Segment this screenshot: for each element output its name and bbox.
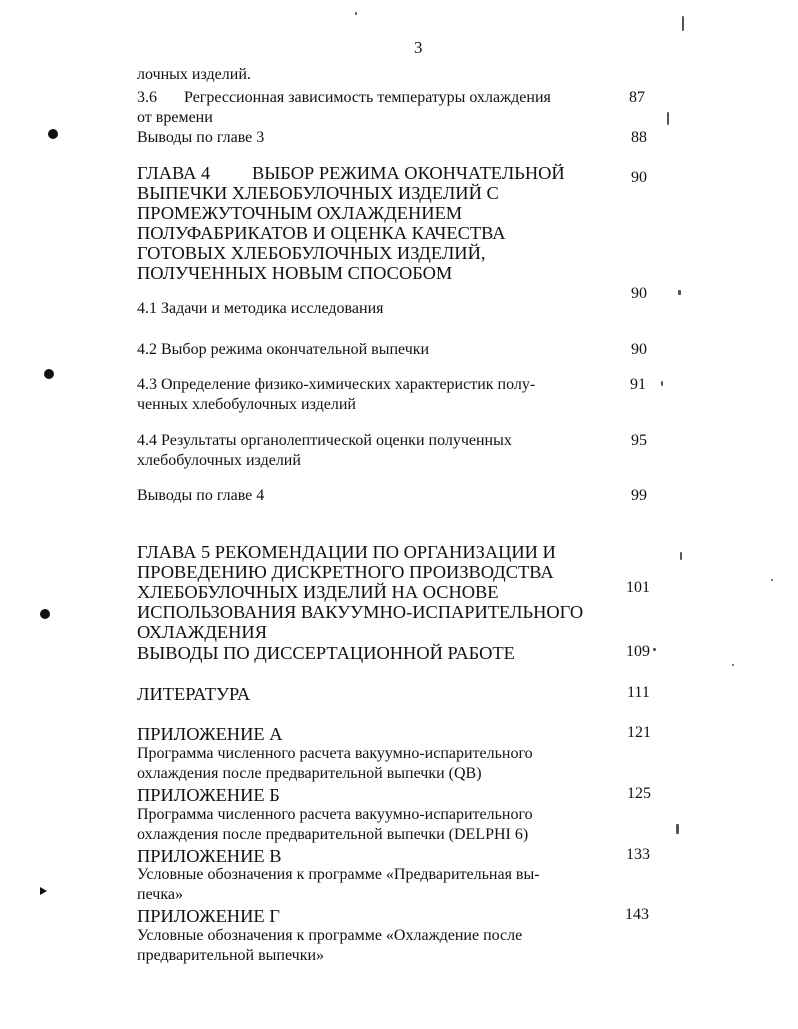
- toc-chapter-5-line-4: ИСПОЛЬЗОВАНИЯ ВАКУУМНО-ИСПАРИТЕЛЬНОГО: [137, 602, 584, 622]
- toc-appendix-g: ПРИЛОЖЕНИЕ Г: [137, 906, 280, 926]
- toc-section-4-2: 4.2 Выбор режима окончательной выпечки: [137, 341, 430, 358]
- toc-section-4-1-page: 90: [631, 285, 647, 302]
- toc-appendix-v-description-line-2: печка»: [137, 886, 183, 903]
- scan-speck-4: [678, 290, 681, 295]
- toc-section-4-4-line-1: 4.4 Результаты органолептической оценки полученных: [137, 432, 512, 449]
- toc-chapter-3-conclusions-page: 88: [631, 129, 647, 146]
- toc-chapter-5-line-5: ОХЛАЖДЕНИЯ: [137, 622, 267, 642]
- toc-section-3-6-page: 87: [629, 89, 645, 106]
- toc-section-3-6-title: Регрессионная зависимость температуры охлаждения: [184, 89, 551, 106]
- scan-speck-5: [661, 381, 663, 386]
- toc-dissertation-conclusions-page: 109: [626, 643, 650, 660]
- scan-binding-hole-3: [40, 609, 50, 619]
- toc-appendix-a: ПРИЛОЖЕНИЕ А: [137, 724, 283, 744]
- toc-chapter-5-line-2: ПРОВЕДЕНИЮ ДИСКРЕТНОГО ПРОИЗВОДСТВА: [137, 562, 554, 582]
- toc-chapter-4-prefix: ГЛАВА 4: [137, 163, 211, 183]
- scan-speck-7: [653, 648, 656, 651]
- scan-speck-10: [771, 579, 773, 581]
- toc-section-4-1: 4.1 Задачи и методика исследования: [137, 300, 384, 317]
- scan-speck-8: [676, 824, 679, 834]
- toc-chapter-4-conclusions: Выводы по главе 4: [137, 487, 265, 504]
- scan-speck-6: [680, 552, 682, 560]
- toc-section-4-2-page: 90: [631, 341, 647, 358]
- scan-speck-9: [732, 664, 734, 666]
- toc-section-4-4-line-2: хлебобулочных изделий: [137, 452, 301, 469]
- toc-chapter-4-title-line-6: ПОЛУЧЕННЫХ НОВЫМ СПОСОБОМ: [137, 263, 453, 283]
- toc-chapter-5-line-3: ХЛЕБОБУЛОЧНЫХ ИЗДЕЛИЙ НА ОСНОВЕ: [137, 582, 499, 602]
- toc-chapter-4-title-line-4: ПОЛУФАБРИКАТОВ И ОЦЕНКА КАЧЕСТВА: [137, 223, 506, 243]
- toc-chapter-4-page: 90: [631, 169, 647, 186]
- scan-binding-arrow-mark: [40, 887, 47, 895]
- toc-appendix-b-description-line-1: Программа численного расчета вакуумно-испарительного: [137, 806, 533, 823]
- toc-chapter-4-conclusions-page: 99: [631, 487, 647, 504]
- toc-chapter-5-line-1: ГЛАВА 5 РЕКОМЕНДАЦИИ ПО ОРГАНИЗАЦИИ И: [137, 542, 556, 562]
- toc-section-4-3-page: 91: [630, 376, 646, 393]
- toc-chapter-4-title-line-3: ПРОМЕЖУТОЧНЫМ ОХЛАЖДЕНИЕМ: [137, 203, 463, 223]
- toc-line-01: лочных изделий.: [137, 66, 251, 83]
- toc-appendix-a-description-line-1: Программа численного расчета вакуумно-испарительного: [137, 745, 533, 762]
- toc-appendix-a-page: 121: [627, 724, 651, 741]
- scan-speck-2: [682, 16, 684, 31]
- toc-appendix-g-description-line-1: Условные обозначения к программе «Охлаждение после: [137, 927, 523, 944]
- scan-binding-hole-2: [44, 369, 54, 379]
- toc-section-4-3-line-2: ченных хлебобулочных изделий: [137, 396, 356, 413]
- toc-chapter-4-title-line-5: ГОТОВЫХ ХЛЕБОБУЛОЧНЫХ ИЗДЕЛИЙ,: [137, 243, 486, 263]
- toc-chapter-3-conclusions: Выводы по главе 3: [137, 129, 265, 146]
- toc-chapter-4-title-line-2: ВЫПЕЧКИ ХЛЕБОБУЛОЧНЫХ ИЗДЕЛИЙ С: [137, 183, 499, 203]
- toc-literature-page: 111: [627, 684, 650, 701]
- toc-appendix-b: ПРИЛОЖЕНИЕ Б: [137, 785, 280, 805]
- toc-appendix-v-description-line-1: Условные обозначения к программе «Предварительная вы-: [137, 866, 540, 883]
- toc-appendix-v: ПРИЛОЖЕНИЕ В: [137, 846, 282, 866]
- toc-section-3-6-title-continuation: от времени: [137, 109, 213, 126]
- scan-binding-hole-1: [48, 129, 58, 139]
- toc-dissertation-conclusions: ВЫВОДЫ ПО ДИССЕРТАЦИОННОЙ РАБОТЕ: [137, 643, 515, 663]
- toc-chapter-5-page: 101: [626, 579, 650, 596]
- toc-appendix-b-page: 125: [627, 785, 651, 802]
- toc-section-4-4-page: 95: [631, 432, 647, 449]
- toc-chapter-4-title-line-1: ВЫБОР РЕЖИМА ОКОНЧАТЕЛЬНОЙ: [252, 163, 565, 183]
- toc-appendix-a-description-line-2: охлаждения после предварительной выпечки (QB): [137, 765, 482, 782]
- toc-appendix-g-page: 143: [625, 906, 649, 923]
- toc-literature: ЛИТЕРАТУРА: [137, 684, 251, 704]
- scan-speck-3: [667, 112, 669, 125]
- toc-section-number-3-6: 3.6: [137, 89, 157, 106]
- toc-appendix-v-page: 133: [626, 846, 650, 863]
- toc-section-4-3-line-1: 4.3 Определение физико-химических характеристик полу-: [137, 376, 536, 393]
- page-number: 3: [414, 38, 423, 57]
- scan-speck-1: [355, 12, 357, 15]
- toc-appendix-b-description-line-2: охлаждения после предварительной выпечки (DELPHI 6): [137, 826, 529, 843]
- toc-appendix-g-description-line-2: предварительной выпечки»: [137, 947, 325, 964]
